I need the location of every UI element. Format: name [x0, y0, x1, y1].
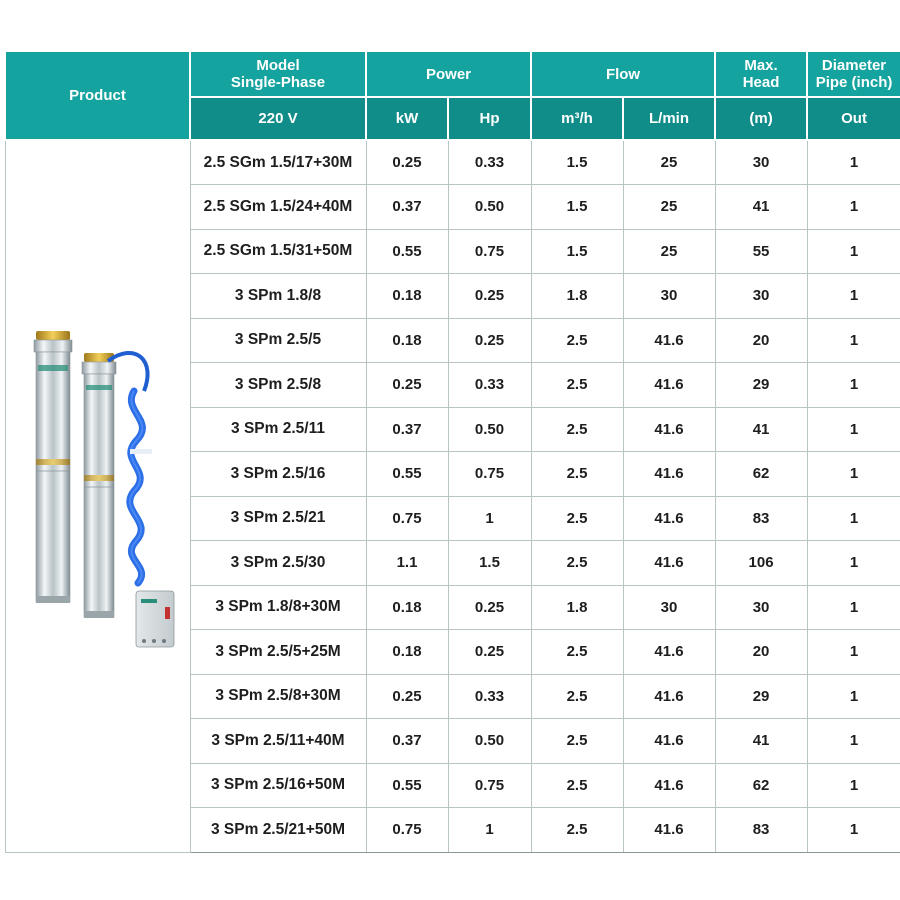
head-cell: 106 [715, 541, 807, 586]
kw-cell: 0.18 [366, 630, 448, 675]
table-row [5, 140, 900, 185]
lmin-cell: 30 [623, 274, 715, 319]
head-cell: 41 [715, 185, 807, 230]
model-cell: 3 SPm 2.5/8+30M [190, 674, 366, 719]
m3h-cell: 1.8 [531, 274, 623, 319]
lmin-cell: 41.6 [623, 674, 715, 719]
hp-cell: 0.33 [448, 674, 531, 719]
head-cell: 30 [715, 274, 807, 319]
product-image-cell [5, 140, 190, 852]
lmin-cell: 41.6 [623, 763, 715, 808]
lmin-cell: 41.6 [623, 630, 715, 675]
m3h-cell: 1.8 [531, 585, 623, 630]
out-cell: 1 [807, 541, 900, 586]
hp-cell: 0.33 [448, 140, 531, 185]
head-cell: 83 [715, 808, 807, 853]
model-cell: 3 SPm 2.5/11 [190, 407, 366, 452]
head-cell: 55 [715, 229, 807, 274]
hp-cell: 0.75 [448, 452, 531, 497]
head-cell: 29 [715, 363, 807, 408]
out-cell: 1 [807, 719, 900, 764]
lmin-subheader: L/min [623, 97, 715, 140]
model-header-line1: Model [256, 57, 300, 74]
out-cell: 1 [807, 585, 900, 630]
kw-cell: 0.75 [366, 496, 448, 541]
product-column-header: Product [5, 51, 190, 140]
hp-cell: 0.75 [448, 229, 531, 274]
m3h-cell: 2.5 [531, 674, 623, 719]
m3h-cell: 2.5 [531, 452, 623, 497]
diameter-line2: Pipe (inch) [815, 74, 893, 91]
max-head-line1: Max. [744, 57, 778, 74]
model-cell: 3 SPm 2.5/21+50M [190, 808, 366, 853]
out-cell: 1 [807, 229, 900, 274]
lmin-cell: 41.6 [623, 452, 715, 497]
power-column-header: Power [366, 51, 531, 97]
out-cell: 1 [807, 363, 900, 408]
out-cell: 1 [807, 763, 900, 808]
max-head-column-header [715, 51, 807, 97]
model-cell: 2.5 SGm 1.5/24+40M [190, 185, 366, 230]
m3h-subheader: m³/h [531, 97, 623, 140]
lmin-cell: 41.6 [623, 407, 715, 452]
head-cell: 83 [715, 496, 807, 541]
model-column-header [190, 51, 366, 97]
hp-cell: 0.75 [448, 763, 531, 808]
head-cell: 62 [715, 763, 807, 808]
m3h-cell: 2.5 [531, 763, 623, 808]
out-cell: 1 [807, 674, 900, 719]
m3h-cell: 2.5 [531, 541, 623, 586]
head-cell: 30 [715, 585, 807, 630]
model-cell: 3 SPm 2.5/11+40M [190, 719, 366, 764]
model-cell: 2.5 SGm 1.5/31+50M [190, 229, 366, 274]
head-cell: 41 [715, 407, 807, 452]
kw-cell: 0.25 [366, 674, 448, 719]
lmin-cell: 41.6 [623, 808, 715, 853]
kw-cell: 0.37 [366, 185, 448, 230]
head-cell: 30 [715, 140, 807, 185]
model-cell: 3 SPm 2.5/5+25M [190, 630, 366, 675]
hp-cell: 0.33 [448, 363, 531, 408]
m3h-cell: 2.5 [531, 719, 623, 764]
head-cell: 41 [715, 719, 807, 764]
kw-cell: 0.25 [366, 140, 448, 185]
hp-cell: 1.5 [448, 541, 531, 586]
lmin-cell: 30 [623, 585, 715, 630]
m3h-cell: 2.5 [531, 630, 623, 675]
lmin-cell: 25 [623, 185, 715, 230]
out-subheader: Out [807, 97, 900, 140]
head-cell: 29 [715, 674, 807, 719]
out-cell: 1 [807, 452, 900, 497]
kw-cell: 0.37 [366, 407, 448, 452]
model-cell: 3 SPm 1.8/8 [190, 274, 366, 319]
lmin-cell: 41.6 [623, 719, 715, 764]
m3h-cell: 2.5 [531, 318, 623, 363]
out-cell: 1 [807, 630, 900, 675]
lmin-cell: 25 [623, 229, 715, 274]
m3h-cell: 1.5 [531, 185, 623, 230]
kw-cell: 0.37 [366, 719, 448, 764]
model-cell: 3 SPm 2.5/21 [190, 496, 366, 541]
head-cell: 20 [715, 318, 807, 363]
out-cell: 1 [807, 140, 900, 185]
voltage-subheader: 220 V [190, 97, 366, 140]
kw-cell: 0.18 [366, 274, 448, 319]
lmin-cell: 25 [623, 140, 715, 185]
lmin-cell: 41.6 [623, 541, 715, 586]
m3h-cell: 1.5 [531, 229, 623, 274]
model-cell: 3 SPm 1.8/8+30M [190, 585, 366, 630]
out-cell: 1 [807, 496, 900, 541]
out-cell: 1 [807, 185, 900, 230]
head-unit-subheader: (m) [715, 97, 807, 140]
lmin-cell: 41.6 [623, 496, 715, 541]
m3h-cell: 2.5 [531, 808, 623, 853]
submersible-pump-image [26, 321, 176, 651]
out-cell: 1 [807, 318, 900, 363]
hp-cell: 0.50 [448, 407, 531, 452]
kw-cell: 1.1 [366, 541, 448, 586]
m3h-cell: 2.5 [531, 407, 623, 452]
kw-cell: 0.25 [366, 363, 448, 408]
hp-cell: 0.25 [448, 318, 531, 363]
m3h-cell: 1.5 [531, 140, 623, 185]
pump-spec-table [4, 50, 900, 853]
out-cell: 1 [807, 407, 900, 452]
out-cell: 1 [807, 274, 900, 319]
hp-cell: 0.25 [448, 274, 531, 319]
model-cell: 3 SPm 2.5/16+50M [190, 763, 366, 808]
kw-cell: 0.18 [366, 585, 448, 630]
flow-column-header: Flow [531, 51, 715, 97]
hp-cell: 0.50 [448, 185, 531, 230]
model-cell: 2.5 SGm 1.5/17+30M [190, 140, 366, 185]
kw-cell: 0.75 [366, 808, 448, 853]
m3h-cell: 2.5 [531, 363, 623, 408]
diameter-line1: Diameter [821, 57, 887, 74]
hp-cell: 0.25 [448, 585, 531, 630]
kw-cell: 0.55 [366, 452, 448, 497]
kw-subheader: kW [366, 97, 448, 140]
model-cell: 3 SPm 2.5/5 [190, 318, 366, 363]
hp-cell: 0.50 [448, 719, 531, 764]
model-header-line2: Single-Phase [230, 74, 326, 91]
model-cell: 3 SPm 2.5/8 [190, 363, 366, 408]
model-cell: 3 SPm 2.5/16 [190, 452, 366, 497]
m3h-cell: 2.5 [531, 496, 623, 541]
lmin-cell: 41.6 [623, 363, 715, 408]
model-cell: 3 SPm 2.5/30 [190, 541, 366, 586]
lmin-cell: 41.6 [623, 318, 715, 363]
head-cell: 20 [715, 630, 807, 675]
hp-cell: 1 [448, 808, 531, 853]
hp-cell: 1 [448, 496, 531, 541]
kw-cell: 0.55 [366, 763, 448, 808]
head-cell: 62 [715, 452, 807, 497]
diameter-column-header [807, 51, 900, 97]
max-head-line2: Head [742, 74, 780, 91]
kw-cell: 0.55 [366, 229, 448, 274]
out-cell: 1 [807, 808, 900, 853]
hp-cell: 0.25 [448, 630, 531, 675]
hp-subheader: Hp [448, 97, 531, 140]
kw-cell: 0.18 [366, 318, 448, 363]
